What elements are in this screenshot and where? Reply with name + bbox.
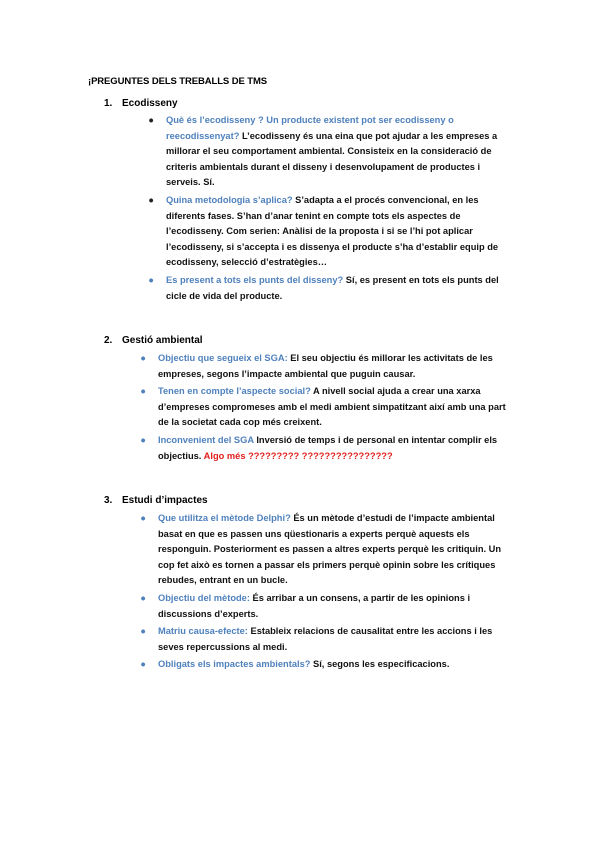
bullet-icon: ●: [140, 513, 146, 523]
answer-text: L’ecodisseny és una eina que pot ajudar a les empreses a millorar el seu comportament ambiental. Consisteix en la consideració de criteris ambientals durant el disseny i desenvolupament de productes i serveis. Sí.: [166, 130, 498, 188]
section-number: 1.: [104, 98, 113, 109]
list-item: [140, 511, 512, 589]
section-title: Estudi d’impactes: [122, 495, 208, 506]
section-heading-gestio-ambiental: [104, 335, 203, 346]
question-text: Objectiu que segueix el SGA:: [158, 353, 288, 363]
list-item: [140, 433, 512, 464]
list-item: [140, 657, 512, 673]
bullet-icon: ●: [148, 194, 154, 205]
question-text: Quina metodologia s’aplica?: [166, 194, 293, 205]
answer-text: Inversió de temps i de personal en intentar complir els objectius.: [158, 434, 498, 461]
question-text: Obligats els impactes ambientals?: [158, 659, 311, 670]
answer-text: A nivell social ajuda a crear una xarxa d’empreses compromeses amb el medi ambient simpatitzant així amb una part de la societat cada cop més creixent.: [158, 386, 506, 428]
answer-text: S’adapta a el procés convencional, en les diferents fases. S’han d’anar tenint en compte tots els aspectes de l’ecodisseny. Com serien: Anàlisi de la proposta i si se l’hi pot aplicar l’ecodisseny, si s’accepta i es dissenya el producte s’ha d’establir equip de ecodisseny, selecció d’estratègies…: [166, 194, 499, 268]
question-text: Què és l’ecodisseny ? Un producte existent pot ser ecodisseny o reecodissenyat?: [166, 115, 454, 141]
bullet-icon: ●: [140, 434, 146, 445]
bullet-icon: ●: [140, 353, 146, 363]
question-text: Objectiu del mètode:: [158, 592, 250, 603]
bullet-icon: ●: [140, 626, 146, 637]
section-number: 3.: [104, 495, 113, 506]
list-item: [148, 273, 506, 304]
question-text: Que utilitza el mètode Delphi?: [158, 513, 291, 523]
question-text: Es present a tots els punts del disseny?: [166, 274, 344, 285]
section-number: 2.: [104, 335, 113, 346]
answer-text: És arribar a un consens, a partir de les opinions i discussions d’experts.: [158, 592, 471, 619]
list-item: [140, 351, 512, 382]
bullet-icon: ●: [140, 386, 146, 397]
document-title: ¡PREGUNTES DELS TREBALLS DE TMS: [88, 76, 267, 87]
section-list-ecodisseny: [148, 113, 506, 304]
section-list-estudi-impactes: [140, 511, 512, 673]
question-text: Inconvenient del SGA: [158, 434, 254, 445]
question-text: Tenen en compte l’aspecte social?: [158, 386, 311, 397]
list-item: [140, 384, 512, 431]
answer-text: És un mètode d’estudi de l’impacte ambiental basat en que es passen uns qüestionaris a experts perquè aquests els responguin. Posteriorment es passen a altres experts perquè les critiquin. Un cop fet això es tornen a passar els primers perquè opinin sobre les crítiques rebudes, entrant en un bucle.: [158, 513, 502, 586]
section-heading-estudi-impactes: [104, 495, 208, 506]
section-heading-ecodisseny: [104, 98, 178, 109]
answer-text: Estableix relacions de causalitat entre les accions i les seves repercussions al medi.: [158, 626, 493, 652]
answer-text: Sí, segons les especificacions.: [310, 659, 450, 670]
section-title: Gestió ambiental: [122, 335, 203, 346]
bullet-icon: ●: [140, 592, 146, 603]
section-title: Ecodisseny: [122, 98, 178, 109]
section-list-gestio-ambiental: [140, 351, 512, 464]
question-text: Matriu causa-efecte:: [158, 626, 248, 637]
note-text: Algo més ????????? ????????????????: [203, 450, 393, 461]
list-item: [140, 624, 512, 655]
bullet-icon: ●: [148, 115, 154, 125]
bullet-icon: ●: [140, 659, 146, 670]
list-item: [148, 113, 506, 191]
list-item: [140, 591, 512, 622]
answer-text: El seu objectiu és millorar les activitats de les empreses, segons l’impacte ambiental que puguin causar.: [158, 353, 493, 379]
bullet-icon: ●: [148, 274, 154, 285]
answer-text: Sí, es present en tots els punts del cicle de vida del producte.: [166, 274, 499, 301]
list-item: [148, 193, 506, 271]
